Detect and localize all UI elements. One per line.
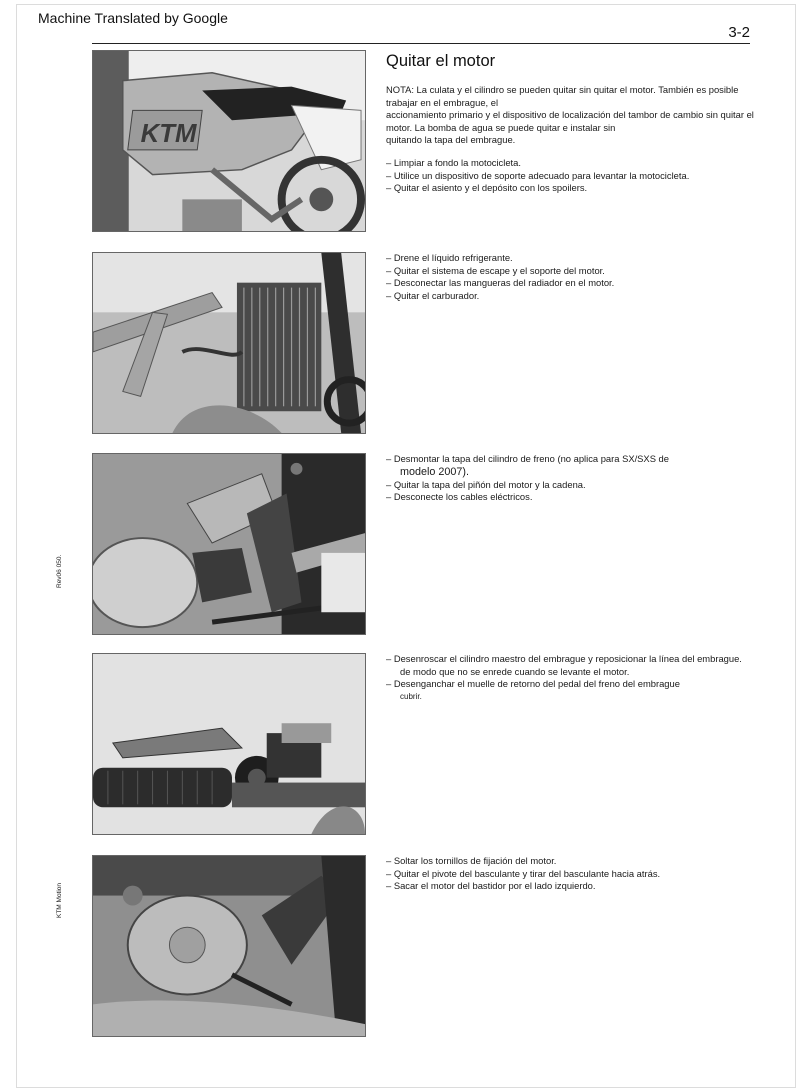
photo-radiator xyxy=(92,252,366,434)
photo-handlebar xyxy=(92,653,366,835)
note-line-2: trabajar en el embrague, el xyxy=(386,96,499,108)
step-line: – Quitar el sistema de escape y el soporte del motor. xyxy=(386,264,605,276)
note-line-1: NOTA: La culata y el cilindro se pueden quitar sin quitar el motor. También es posible xyxy=(386,84,739,95)
step-line: – Desmontar la tapa del cilindro de freno (no aplica para SX/SXS de xyxy=(386,453,669,464)
text-block-4 xyxy=(386,653,756,703)
text-block-3 xyxy=(386,453,756,504)
step-line: – Utilice un dispositivo de soporte adecuado para levantar la motocicleta. xyxy=(386,169,690,181)
step-line: – Quitar el carburador. xyxy=(386,289,480,301)
photo-motorcycle xyxy=(92,50,366,232)
section-title: Quitar el motor xyxy=(386,52,496,70)
ktm-logo-text: KTM xyxy=(140,120,197,148)
photo-engine-removal xyxy=(92,855,366,1037)
side-label-revision: Rev06 050. xyxy=(56,554,63,588)
note-line-3: accionamiento primario y el dispositivo de localización del tambor de cambio sin quitar el xyxy=(386,109,754,121)
step-line: – Limpiar a fondo la motocicleta. xyxy=(386,156,521,168)
note-line-5: quitando la tapa del embrague. xyxy=(386,134,516,146)
side-label-brand: KTM Motion xyxy=(56,882,63,918)
translation-banner: Machine Translated by Google xyxy=(38,10,228,26)
step-line-continued: modelo 2007). xyxy=(400,465,470,478)
note-line-4: motor. La bomba de agua se puede quitar e instalar sin xyxy=(386,121,616,133)
step-line: – Desconecte los cables eléctricos. xyxy=(386,491,533,503)
step-line: – Soltar los tornillos de fijación del motor. xyxy=(386,855,557,866)
step-line: – Quitar el pivote del basculante y tirar del basculante hacia atrás. xyxy=(386,867,661,879)
step-line: – Desenganchar el muelle de retorno del pedal del freno del embrague xyxy=(386,678,680,690)
step-line: – Quitar la tapa del piñón del motor y la cadena. xyxy=(386,478,586,490)
step-line: – Quitar el asiento y el depósito con los spoilers. xyxy=(386,182,588,194)
text-block-1 xyxy=(386,84,756,195)
step-line: – Sacar el motor del bastidor por el lado izquierdo. xyxy=(386,880,596,892)
step-line: – Desconectar las mangueras del radiador en el motor. xyxy=(386,277,615,289)
step-line: – Drene el líquido refrigerante. xyxy=(386,252,513,263)
step-line: – Desenroscar el cilindro maestro del embrague y reposicionar la línea del embrague. xyxy=(386,653,742,664)
page-number: 3-2 xyxy=(728,24,750,41)
photo-clutch-cover xyxy=(92,453,366,635)
step-line-continued: de modo que no se enrede cuando se levante el motor. xyxy=(400,665,630,677)
text-block-5 xyxy=(386,855,756,893)
header-rule xyxy=(92,43,750,44)
step-line-continued: cubrir. xyxy=(400,691,422,701)
text-block-2 xyxy=(386,252,756,302)
